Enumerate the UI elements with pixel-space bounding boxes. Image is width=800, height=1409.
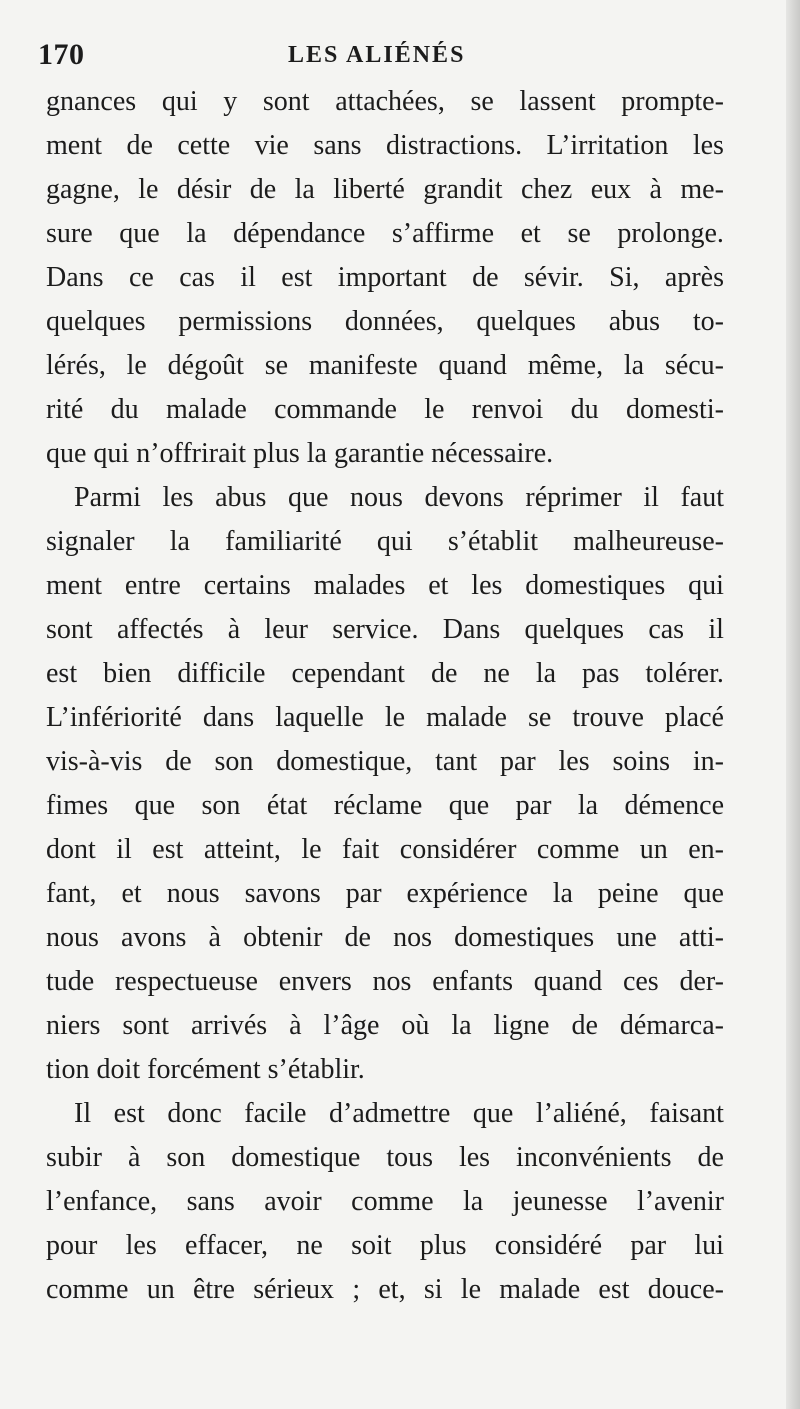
text-line: ment entre certains malades et les domestiques qui <box>46 570 724 601</box>
page-edge-shadow <box>786 0 800 1409</box>
text-line: tion doit forcément s’établir. <box>46 1054 365 1085</box>
text-line: sure que la dépendance s’affirme et se prolonge. <box>46 218 724 249</box>
text-line: est bien difficile cependant de ne la pas tolérer. <box>46 658 724 689</box>
text-line: L’infériorité dans laquelle le malade se trouve placé <box>46 702 724 733</box>
text-line: gnances qui y sont attachées, se lassent prompte- <box>46 86 724 117</box>
text-line: tude respectueuse envers nos enfants quand ces der- <box>46 966 724 997</box>
text-line: fant, et nous savons par expérience la peine que <box>46 878 724 909</box>
text-line: dont il est atteint, le fait considérer comme un en- <box>46 834 724 865</box>
text-line: Il est donc facile d’admettre que l’aliéné, faisant <box>74 1098 724 1129</box>
text-line: signaler la familiarité qui s’établit malheureuse- <box>46 526 724 557</box>
text-line: nous avons à obtenir de nos domestiques une atti- <box>46 922 724 953</box>
page-header <box>38 38 722 78</box>
text-line: fimes que son état réclame que par la démence <box>46 790 724 821</box>
body-text <box>46 80 724 1312</box>
text-line: rité du malade commande le renvoi du domesti- <box>46 394 724 425</box>
text-line: ment de cette vie sans distractions. L’irritation les <box>46 130 724 161</box>
text-line: sont affectés à leur service. Dans quelques cas il <box>46 614 724 645</box>
running-head: LES ALIÉNÉS <box>288 42 466 68</box>
text-line: pour les effacer, ne soit plus considéré par lui <box>46 1230 724 1261</box>
text-line: vis-à-vis de son domestique, tant par les soins in- <box>46 746 724 777</box>
text-line: Dans ce cas il est important de sévir. Si, après <box>46 262 724 293</box>
page-number: 170 <box>38 38 85 71</box>
text-line: comme un être sérieux ; et, si le malade est douce- <box>46 1274 724 1305</box>
text-line: gagne, le désir de la liberté grandit chez eux à me- <box>46 174 724 205</box>
text-line: Parmi les abus que nous devons réprimer il faut <box>74 482 724 513</box>
text-line: niers sont arrivés à l’âge où la ligne de démarca- <box>46 1010 724 1041</box>
text-line: lérés, le dégoût se manifeste quand même, la sécu- <box>46 350 724 381</box>
text-line: subir à son domestique tous les inconvénients de <box>46 1142 724 1173</box>
text-line: que qui n’offrirait plus la garantie nécessaire. <box>46 438 554 469</box>
text-line: quelques permissions données, quelques abus to- <box>46 306 724 337</box>
text-line: l’enfance, sans avoir comme la jeunesse l’avenir <box>46 1186 724 1217</box>
